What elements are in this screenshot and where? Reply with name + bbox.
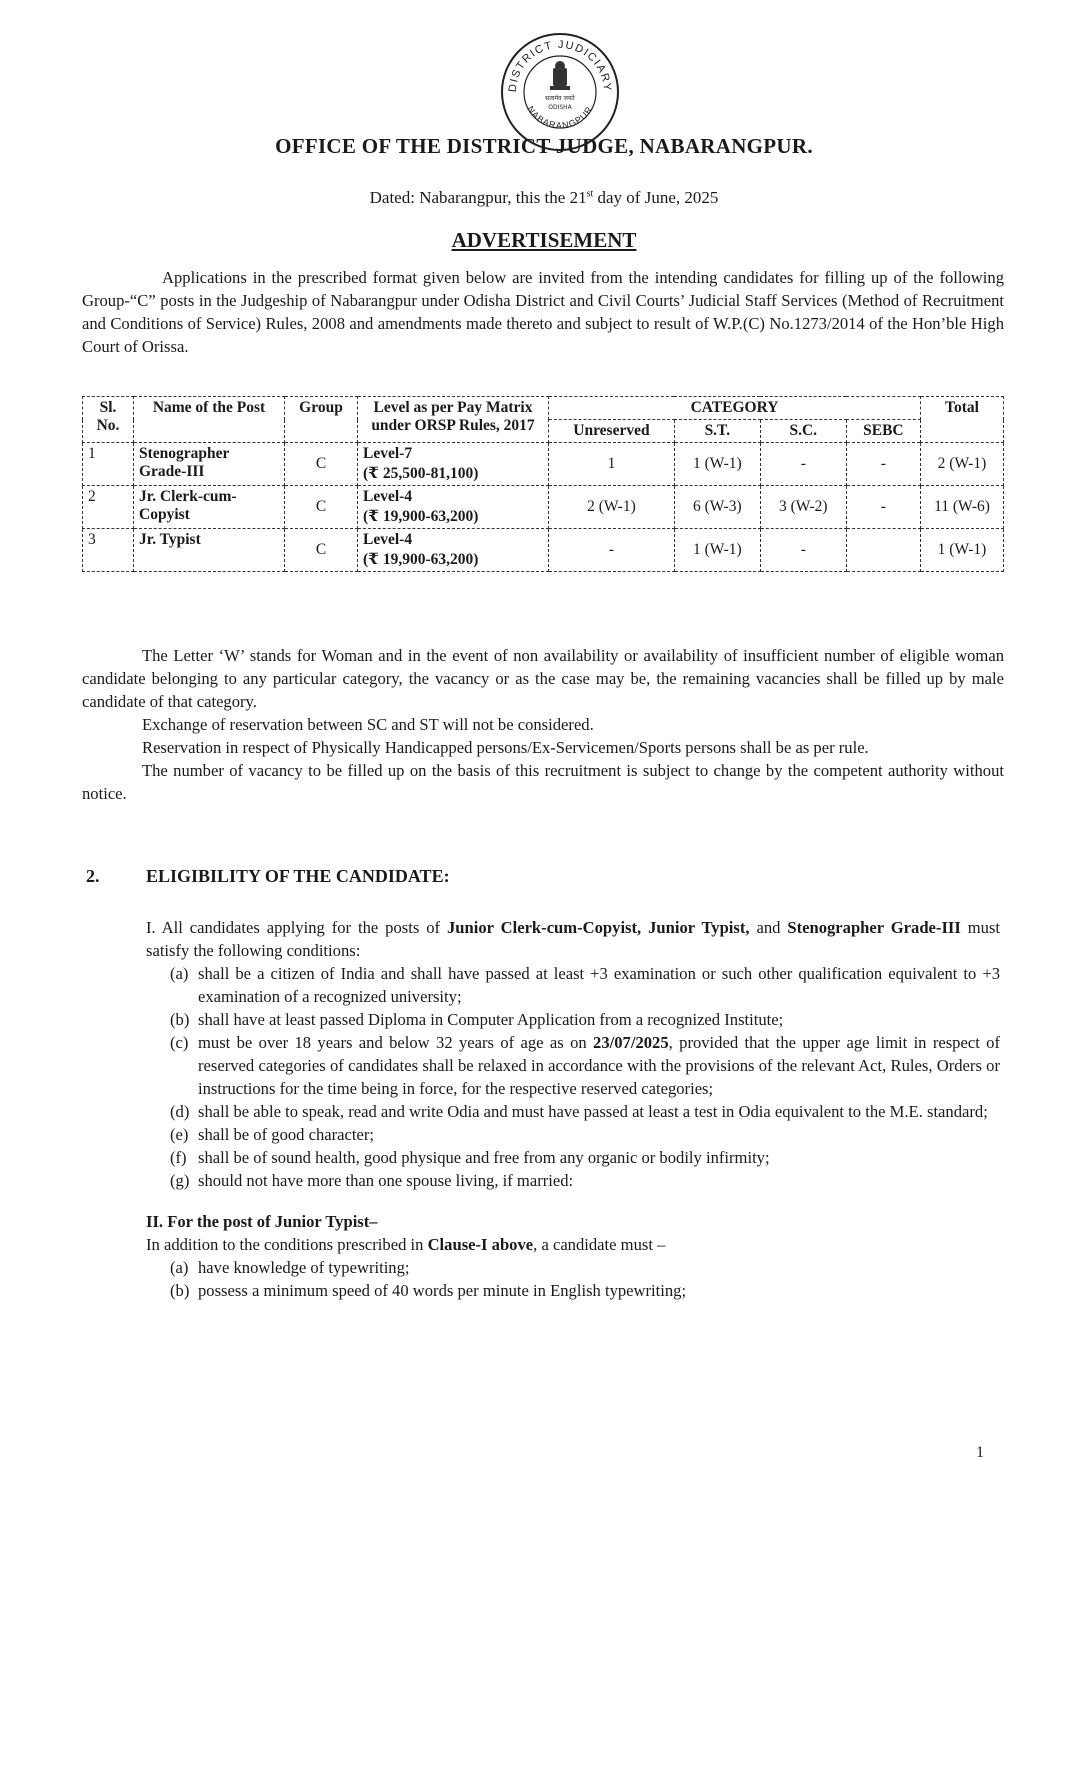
condition-a: (a) shall be a citizen of India and shall have passed at least +3 examination or such other qualification equivalent to +3 examination of a recognized university; [170, 964, 1000, 1006]
cell-st: 1 (W-1) [674, 443, 760, 486]
cell-st: 6 (W-3) [674, 486, 760, 529]
svg-text:सत्यमेव जयते: सत्यमेव जयते [545, 95, 575, 102]
cell-sc: - [760, 529, 846, 572]
cell-total: 1 (W-1) [921, 529, 1004, 572]
advertisement-heading: ADVERTISEMENT [451, 228, 637, 252]
notes-block [82, 644, 1004, 805]
cell-sl: 2 [83, 486, 134, 529]
col-sc: S.C. [760, 420, 846, 443]
col-sebc: SEBC [846, 420, 920, 443]
col-unreserved: Unreserved [549, 420, 675, 443]
cell-post: Jr. Typist [134, 529, 285, 572]
clause2-conditions [146, 1256, 1000, 1302]
cell-unreserved: 1 [549, 443, 675, 486]
cell-level: Level-4 (₹ 19,900-63,200) [358, 529, 549, 572]
cell-sebc [846, 529, 920, 572]
condition-b: (b) shall have at least passed Diploma in Computer Application from a recognized Institute; [170, 1010, 784, 1029]
col-group: Group [285, 397, 358, 443]
cell-post: Jr. Clerk-cum-Copyist [134, 486, 285, 529]
col-st: S.T. [674, 420, 760, 443]
section-number: 2. [86, 866, 100, 886]
section-title: ELIGIBILITY OF THE CANDIDATE: [146, 866, 450, 886]
cell-st: 1 (W-1) [674, 529, 760, 572]
note-woman: The Letter ‘W’ stands for Woman and in the event of non availability or availability of insufficient number of eligible woman candidate belonging to any particular category, the vacancy or as the case may be, the remaining vacancies shall be filled up by male candidate of that category. [82, 646, 1004, 711]
condition-f: (f) shall be of sound health, good physique and free from any organic or bodily infirmity; [170, 1148, 770, 1167]
clause2-intro: In addition to the conditions prescribed in Clause-I above, a candidate must – [146, 1235, 666, 1254]
note-vacancy-change: The number of vacancy to be filled up on the basis of this recruitment is subject to change by the competent authority without notice. [82, 761, 1004, 803]
cell-group: C [285, 486, 358, 529]
vacancy-table [82, 396, 1004, 572]
cell-sebc: - [846, 486, 920, 529]
page-number: 1 [976, 1444, 984, 1461]
cell-group: C [285, 529, 358, 572]
cell-sl: 3 [83, 529, 134, 572]
cell-group: C [285, 443, 358, 486]
svg-text:ODISHA: ODISHA [548, 104, 572, 111]
svg-text:NABARANGPUR: NABARANGPUR [525, 104, 595, 131]
clause1-conditions [146, 962, 1000, 1192]
clause1-intro: I. All candidates applying for the posts of Junior Clerk-cum-Copyist, Junior Typist, and Stenographer Grade-III must satisfy the following conditions: [146, 918, 1001, 960]
dated-line: Dated: Nabarangpur, this the 21st day of June, 2025 [369, 188, 719, 207]
cell-total: 2 (W-1) [921, 443, 1004, 486]
cell-sc: - [760, 443, 846, 486]
col-category: CATEGORY [549, 397, 921, 420]
table-row [83, 486, 1004, 529]
cell-unreserved: - [549, 529, 675, 572]
eligibility-block [146, 916, 1000, 1302]
clause2-title: II. For the post of Junior Typist– [146, 1212, 378, 1231]
condition-g: (g) should not have more than one spouse living, if married: [170, 1171, 574, 1190]
typist-condition-a: (a) have knowledge of typewriting; [170, 1258, 410, 1277]
intro-paragraph: Applications in the prescribed format given below are invited from the intending candidates for filling up of the following Group-“C” posts in the Judgeship of Nabarangpur under Odisha District and Civil Courts’ Judicial Staff Services (Method of Recruitment and Conditions of Service) Rules, 2008 and amendments made thereto and subject to result of W.P.(C) No.1273/2014 of the Hon’ble High Court of Orissa. [82, 268, 1004, 356]
cell-sc: 3 (W-2) [760, 486, 846, 529]
col-sl: Sl. No. [83, 397, 134, 443]
svg-text:DISTRICT JUDICIARY: DISTRICT JUDICIARY [506, 38, 614, 93]
office-title: OFFICE OF THE DISTRICT JUDGE, NABARANGPUR. [275, 134, 813, 158]
cell-unreserved: 2 (W-1) [549, 486, 675, 529]
condition-d: (d) shall be able to speak, read and write Odia and must have passed at least a test in Odia equivalent to the M.E. standard; [170, 1102, 988, 1121]
note-reservation: Reservation in respect of Physically Handicapped persons/Ex-Servicemen/Sports persons shall be as per rule. [142, 738, 869, 757]
col-level: Level as per Pay Matrix under ORSP Rules, 2017 [358, 397, 549, 443]
cell-post: Stenographer Grade-III [134, 443, 285, 486]
table-row [83, 443, 1004, 486]
cell-total: 11 (W-6) [921, 486, 1004, 529]
condition-c: (c) must be over 18 years and below 32 years of age as on 23/07/2025, provided that the upper age limit in respect of reserved categories of candidates shall be relaxed in accordance with the provisions of the relevant Act, Rules, Orders or instructions for the time being in force, for the respective reserved categories; [170, 1033, 1000, 1098]
cell-level: Level-4 (₹ 19,900-63,200) [358, 486, 549, 529]
condition-e: (e) shall be of good character; [170, 1125, 375, 1144]
col-post: Name of the Post [134, 397, 285, 443]
cell-sl: 1 [83, 443, 134, 486]
typist-condition-b: (b) possess a minimum speed of 40 words per minute in English typewriting; [170, 1281, 687, 1300]
col-total: Total [921, 397, 1004, 443]
note-exchange: Exchange of reservation between SC and ST will not be considered. [142, 715, 594, 734]
cell-level: Level-7 (₹ 25,500-81,100) [358, 443, 549, 486]
table-row [83, 529, 1004, 572]
cell-sebc: - [846, 443, 920, 486]
